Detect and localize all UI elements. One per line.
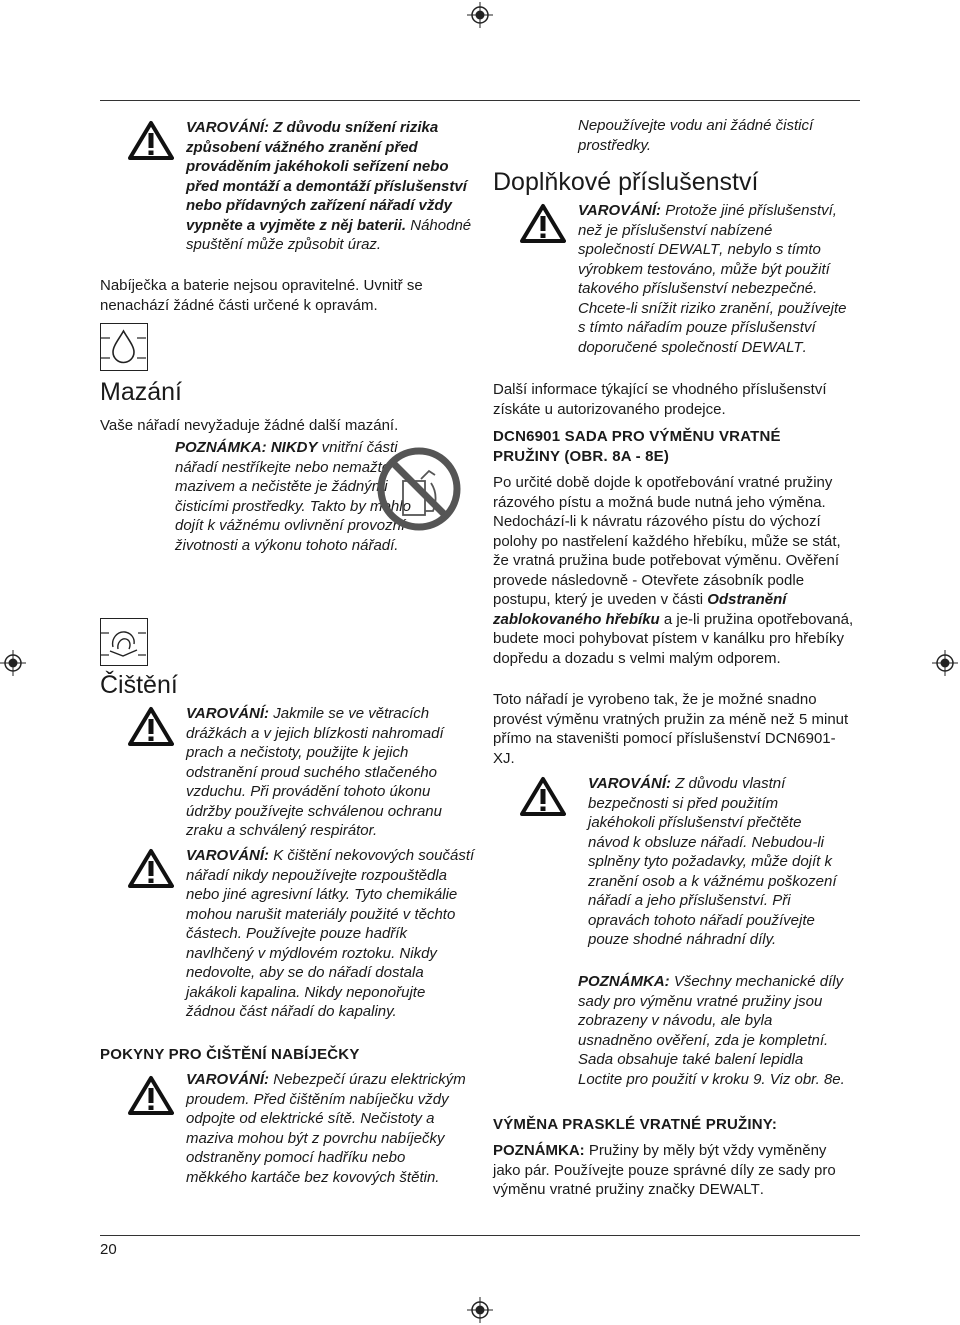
lubrication-heading: Mazání — [100, 378, 182, 406]
bottom-rule — [100, 1235, 860, 1236]
warning-electric-shock — [186, 1070, 466, 1187]
note-label: POZNÁMKA: NIKDY — [175, 439, 318, 456]
warning-text: Nebezpečí úrazu elektrickým proudem. Před čištěním nabíječku vždy odpojte od elektrické sítě. Nečistoty a maziva mohou být z povrchu nabíječky odstraněny pomocí hadříku nebo měkkého kartáče bez kovových štětin. — [186, 1071, 466, 1186]
warning-triangle-icon — [128, 1075, 174, 1115]
jam-clearing-link: Odstranění zablokovaného hřebíku — [493, 591, 787, 628]
warning-label: VAROVÁNÍ: — [186, 1071, 270, 1088]
warning-disconnect-battery — [186, 118, 476, 255]
broken-spring-heading: VÝMĚNA PRASKLÉ VRATNÉ PRUŽINY: — [493, 1116, 778, 1133]
lubrication-text: Vaše nářadí nevyžaduje žádné další mazání. — [100, 417, 399, 434]
brand-name: DEWALT — [741, 338, 803, 356]
cleaning-heading: Čištění — [100, 671, 178, 699]
registration-mark-icon — [932, 650, 958, 676]
warning-no-solvents — [186, 846, 476, 1022]
note-text: Všechny mechanické díly sady pro výměnu vratné pružiny jsou zobrazeny v návodu, ale byla usnadněno ověření, zda je kompletní. Sada obsahuje také balení lepidla Loctite pro použití v kroku 9. Viz obr. 8e. — [578, 973, 845, 1088]
warning-text: Protože jiné příslušenství, než je příslušenství nabízené společností — [578, 202, 837, 258]
brand-name: DEWALT — [698, 1181, 760, 1198]
warning-compressed-air — [186, 704, 476, 841]
note-text: . — [759, 1181, 764, 1198]
warning-triangle-icon — [520, 203, 566, 243]
charger-cleaning-heading: POKYNY PRO ČIŠTĚNÍ NABÍJEČKY — [100, 1046, 360, 1063]
warning-text: Z důvodu vlastní bezpečnosti si před použitím jakéhokoli příslušenství přečtěte návod k obsluze nářadí. Nebudou-li splněny tyto požadavky, může dojít k zranění osob a k vážnému poškození nářadí a jeho příslušenství. Při opravách tohoto nářadí používejte pouze shodné náhradní díly. — [588, 775, 837, 948]
replacement-kit-text: Toto nářadí je vyrobeno tak, že je možné snadno provést výměnu vratných pružin za méně než 5 minut přímo na staveništi pomocí příslušenství DCN6901-XJ. — [493, 691, 849, 767]
spring-pair-note — [493, 1141, 845, 1200]
note-label: POZNÁMKA: — [578, 973, 670, 990]
warning-triangle-icon — [128, 848, 174, 888]
top-rule — [100, 100, 860, 101]
warning-text: Jakmile se ve větracích drážkách a v jejich blízkosti nahromadí prach a nečistoty, použijte k jejich odstranění proud suchého stlačeného vzduchu. Při provádění tohoto úkonu údržby používejte schválenou ochranu zraku a schválený respirátor. — [186, 705, 444, 839]
warning-accessories — [578, 201, 848, 357]
warning-text: . — [802, 338, 807, 356]
registration-mark-icon — [467, 2, 493, 28]
warning-label: VAROVÁNÍ: — [588, 775, 672, 792]
warning-bold-text: VAROVÁNÍ: Z důvodu snížení rizika způsobení vážného zranění před prováděním jakéhokoli seřízení nebo před montáží a demontáží příslušenství nebo přídavných zařízení nářadí vždy vypněte a vyjměte z něj baterii. — [186, 119, 467, 234]
accessories-info-text: Další informace týkající se vhodného příslušenství získáte u autorizovaného prodejce. — [493, 381, 827, 418]
charger-not-serviceable-text: Nabíječka a baterie nejsou opravitelné. Uvnitř se nenachází žádné části určené k opravám. — [100, 277, 423, 314]
spring-wear-text — [493, 473, 857, 668]
note-label: POZNÁMKA: — [493, 1142, 585, 1159]
dcn6901-heading: DCN6901 SADA PRO VÝMĚNU VRATNÉ PRUŽINY (OBR. 8A - 8E) — [493, 428, 781, 465]
note-text: vnitřní části nářadí nestříkejte nebo nemažte mazivem a nečistěte je žádnými čisticími prostředky. Takto by mohlo dojít k vážnému ovlivnění provozní životnosti a výkonu tohoto nářadí. — [175, 439, 411, 554]
registration-mark-icon — [467, 1297, 493, 1323]
note-text: Pružiny by měly být vždy vyměněny jako pár. Používejte pouze správné díly ze sady pro výměnu vratné pružiny značky — [493, 1142, 836, 1198]
paragraph-text: a je-li pružina opotřebovaná, budete moci pohybovat pístem v kanálku pro hřebíky dopředu a dozadu s velmi malým odporem. — [493, 610, 854, 667]
no-lubricant-spray-icon — [375, 445, 463, 533]
warning-label: VAROVÁNÍ: — [578, 202, 662, 219]
paragraph-text: Po určité době dojde k opotřebování vratné pružiny rázového pístu a možná bude nutná jeho výměna. Nedochází-li k návratu rázového pístu do výchozí polohy po nastřelení každého hřebíku, může se stát, že vratná pružina bude potřebovat výměnu. Ověření provede následovně - Otevřete zásobník podle postupu, který je uveden v části — [493, 474, 841, 608]
warning-triangle-icon — [128, 120, 174, 160]
warning-triangle-icon — [520, 776, 566, 816]
oil-drop-icon — [100, 323, 148, 371]
accessories-heading: Doplňkové příslušenství — [493, 168, 759, 196]
warning-label: VAROVÁNÍ: — [186, 705, 270, 722]
kit-contents-note — [578, 972, 846, 1089]
warning-text: , nebylo s tímto výrobkem testováno, může být použití takového příslušenství nebezpečné. Chcete-li snížit riziko zranění, používejte s tímto nářadím pouze příslušenství doporučené společností — [578, 241, 847, 356]
warning-triangle-icon — [128, 706, 174, 746]
warning-label: VAROVÁNÍ: — [186, 847, 270, 864]
registration-mark-icon — [0, 650, 26, 676]
no-water-note: Nepoužívejte vodu ani žádné čisticí prostředky. — [578, 117, 814, 154]
brand-name: DEWALT — [658, 241, 720, 258]
warning-text: K čištění nekovových součástí nářadí nikdy nepoužívejte rozpouštědla nebo jiné agresivní látky. Tyto chemikálie mohou narušit materiály použité v těchto částech. Používejte pouze hadřík navlhčený v mýdlovém roztoku. Nikdy nedovolte, aby se do nářadí dostala jakákoli kapalina. Nikdy neponořujte žádnou část nářadí do kapaliny. — [186, 847, 475, 1020]
cleaning-hands-icon — [100, 618, 148, 666]
page-number: 20 — [100, 1241, 117, 1258]
warning-read-manual — [588, 774, 843, 950]
warning-rest-text: Náhodné spuštění může způsobit úraz. — [186, 216, 472, 253]
